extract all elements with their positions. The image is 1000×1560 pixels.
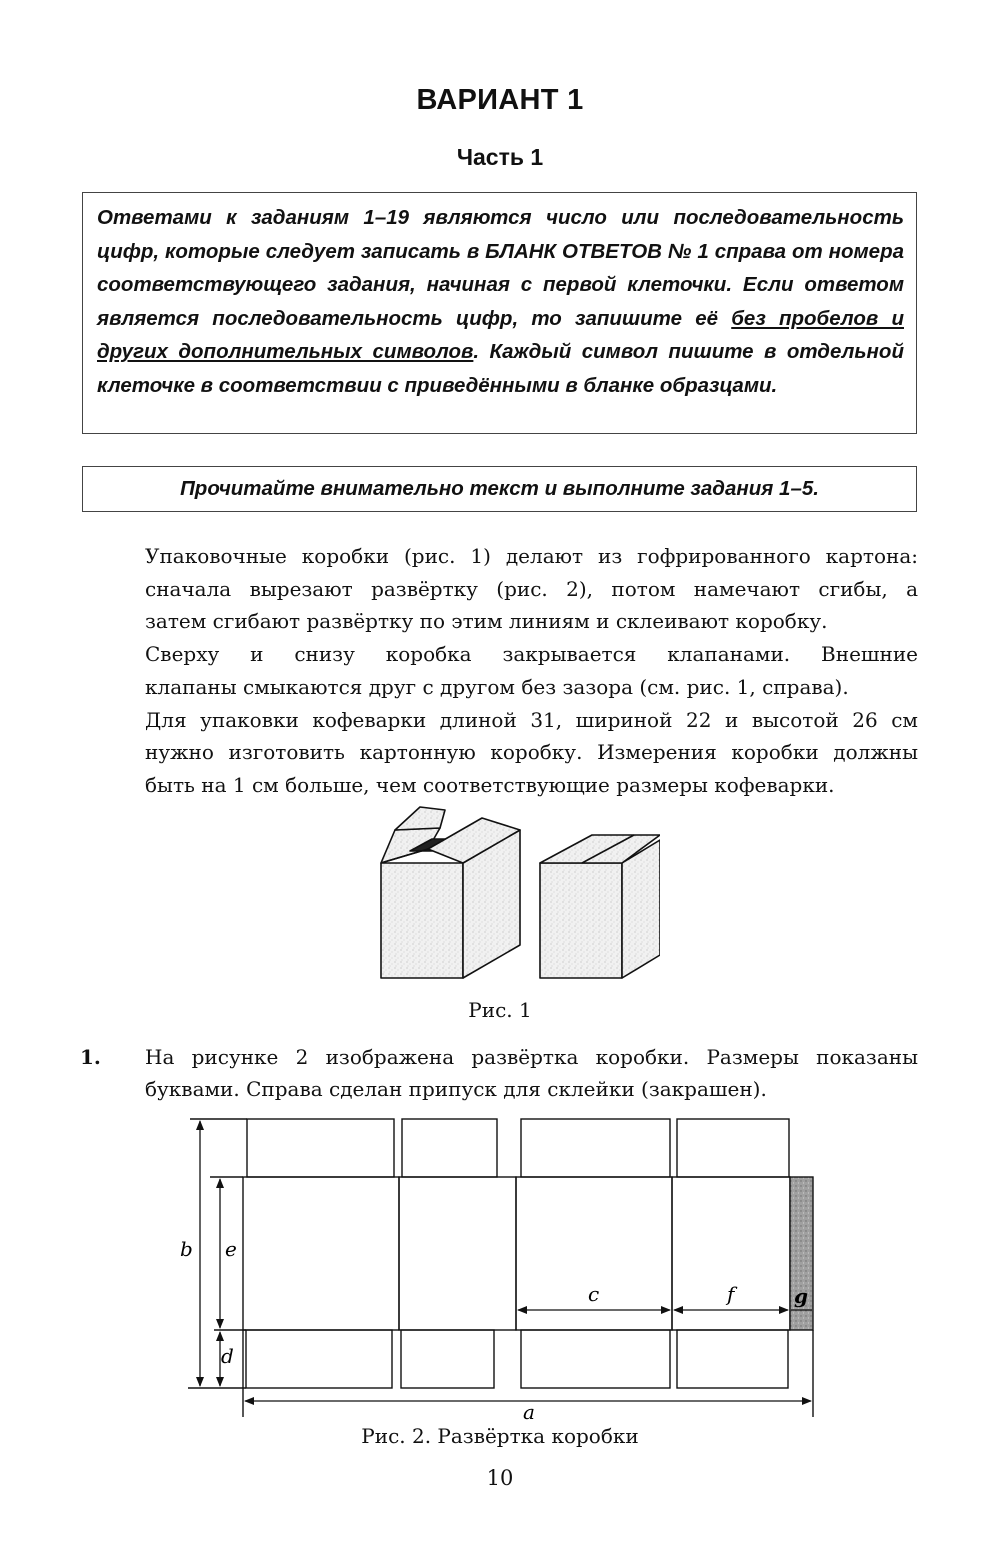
intro-line: нужно изготовить картонную коробку. Измерения коробки должны	[145, 740, 918, 765]
label-c: c	[588, 1282, 600, 1306]
top-flap-2	[402, 1119, 497, 1177]
top-flap-1	[247, 1119, 394, 1177]
panel-4	[672, 1177, 790, 1330]
intro-line: быть на 1 см больше, чем соответствующие размеры кофеварки.	[145, 772, 835, 797]
intro-line: сначала вырезают развёртку (рис. 2), потом намечают сгибы, а	[145, 576, 918, 601]
instructions-text	[97, 201, 904, 403]
intro-paragraph	[145, 540, 918, 802]
label-g: g	[794, 1284, 808, 1308]
bottom-flap-4	[677, 1330, 788, 1388]
part-title: Часть 1	[456, 144, 544, 170]
figure-2-caption: Рис. 2. Развёртка коробки	[361, 1424, 639, 1448]
label-a: a	[523, 1400, 535, 1420]
open-box-front	[381, 863, 463, 978]
label-e: e	[225, 1237, 237, 1261]
open-box-flap-raised	[395, 807, 445, 830]
closed-box	[540, 835, 660, 978]
instructions-underlined: без пробелов и других дополнительных символов	[97, 306, 904, 364]
instructions-part1: Ответами к заданиям 1–19 являются число или последовательность цифр, которые следует записать в БЛАНК ОТВЕТОВ № 1 справа от номера соответствующего задания, начиная с первой клеточки. Если ответом является последовательность цифр, то запишите её	[97, 206, 904, 330]
figure-2-box-net	[170, 1105, 840, 1420]
intro-line: затем сгибают развёртку по этим линиям и склеивают коробку.	[145, 609, 828, 634]
variant-title: ВАРИАНТ 1	[416, 84, 584, 116]
closed-box-side	[622, 840, 660, 978]
bottom-flap-3	[521, 1330, 670, 1388]
figure-1-boxes	[370, 805, 660, 985]
closed-box-front	[540, 863, 622, 978]
page-number: 10	[486, 1466, 514, 1490]
intro-line: Сверху и снизу коробка закрывается клапанами. Внешние	[145, 642, 918, 667]
label-f: f	[727, 1282, 735, 1306]
panel-2	[399, 1177, 516, 1330]
bottom-flap-1	[246, 1330, 392, 1388]
open-box	[381, 807, 520, 978]
label-b: b	[180, 1237, 193, 1261]
read-prompt-text: Прочитайте внимательно текст и выполните задания 1–5.	[180, 477, 819, 500]
label-d: d	[221, 1344, 234, 1368]
intro-line: Упаковочные коробки (рис. 1) делают из гофрированного картона:	[145, 544, 918, 568]
task-number: 1.	[80, 1045, 101, 1069]
top-flap-4	[677, 1119, 789, 1177]
instructions-box	[82, 192, 917, 434]
instructions-part2: . Каждый символ пишите в отдельной клеточке в соответствии с приведёнными в бланке образцами.	[97, 340, 904, 397]
panel-1	[243, 1177, 399, 1330]
top-flap-3	[521, 1119, 670, 1177]
task-1-text	[145, 1041, 918, 1105]
task-line: буквами. Справа сделан припуск для склейки (закрашен).	[145, 1077, 767, 1101]
read-prompt-box	[82, 466, 917, 512]
figure-1-caption: Рис. 1	[468, 998, 532, 1022]
task-line: На рисунке 2 изображена развёртка коробки. Размеры показаны	[145, 1045, 918, 1069]
intro-line: клапаны смыкаются друг с другом без зазора (см. рис. 1, справа).	[145, 674, 849, 699]
bottom-flap-2	[401, 1330, 494, 1388]
intro-line: Для упаковки кофеварки длиной 31, шириной 22 и высотой 26 см	[145, 707, 918, 732]
panel-3	[516, 1177, 672, 1330]
